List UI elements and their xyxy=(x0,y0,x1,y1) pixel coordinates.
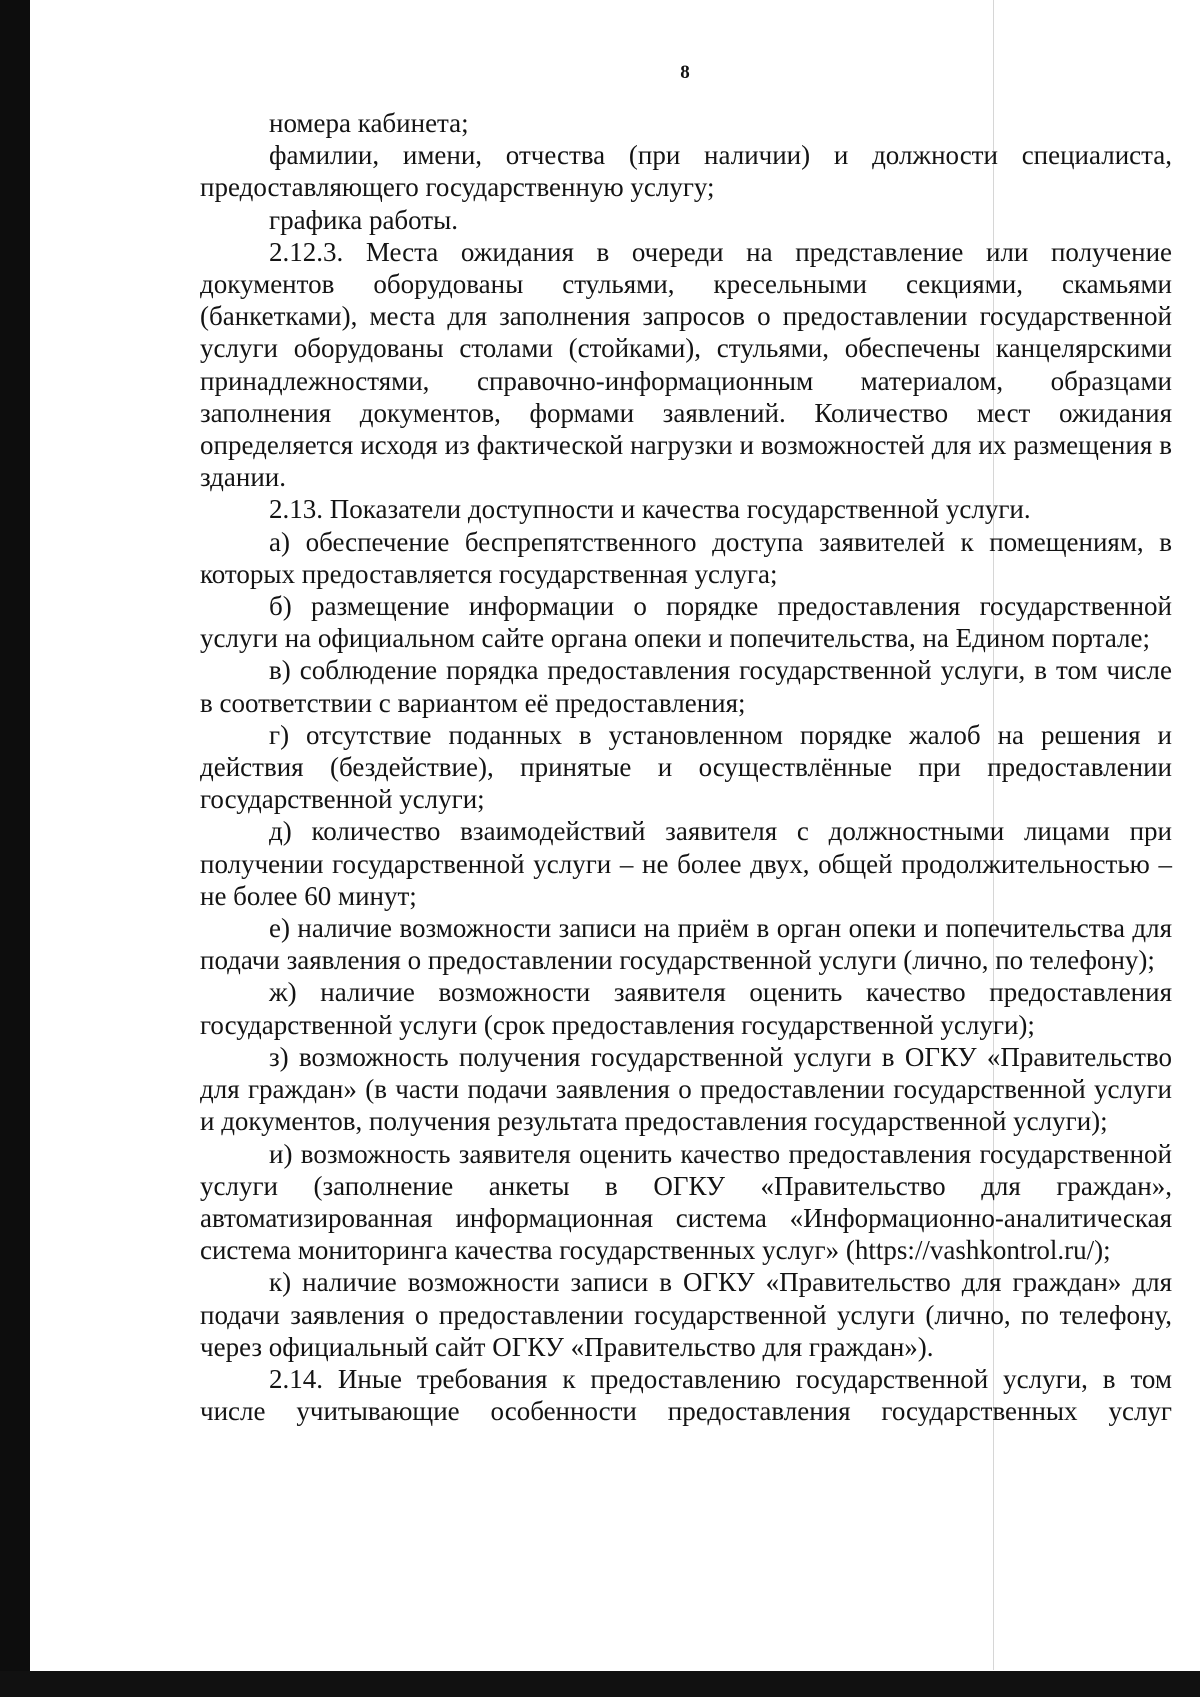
paragraph: 2.13. Показатели доступности и качества государственной услуги. xyxy=(269,494,1031,525)
paragraph: з) возможность получения государственной услуги в ОГКУ «Правительство для граждан» (в части подачи заявления о предоставлении государственной услуги и документов, получения результата предоставления государственной услуги); xyxy=(200,1041,1172,1137)
paragraph: е) наличие возможности записи на приём в орган опеки и попечительства для подачи заявления о предоставлении государственной услуги (лично, по телефону); xyxy=(200,913,1172,976)
paragraph: в) соблюдение порядка предоставления государственной услуги, в том числе в соответствии с вариантом её предоставления; xyxy=(200,655,1172,718)
paragraph: фамилии, имени, отчества (при наличии) и должности специалиста, предоставляющего государственную услугу; xyxy=(200,140,1172,203)
paragraph: б) размещение информации о порядке предоставления государственной услуги на официальном сайте органа опеки и попечительства, на Едином портале; xyxy=(200,591,1172,654)
scan-border-bottom xyxy=(0,1671,1200,1697)
paragraph: 2.12.3. Места ожидания в очереди на представление или получение документов оборудованы стульями, кресельными секциями, скамьями (банкетками), места для заполнения запросов о предоставлении государственной услуги оборудованы столами (стойками), стульями, обеспечены канцелярскими принадлежностями, справочно-информационным материалом, образцами заполнения документов, формами заявлений. Количество мест ожидания определяется исходя из фактической нагрузки и возможностей для их размещения в здании. xyxy=(200,236,1172,493)
paragraph: а) обеспечение беспрепятственного доступа заявителей к помещениям, в которых предоставляется государственная услуга; xyxy=(200,526,1172,589)
paragraph: д) количество взаимодействий заявителя с должностными лицами при получении государственной услуги – не более двух, общей продолжительностью – не более 60 минут; xyxy=(200,816,1172,911)
paragraph: графика работы. xyxy=(269,204,458,235)
paragraph: номера кабинета; xyxy=(269,108,469,138)
paragraph: 2.14. Иные требования к предоставлению государственной услуги, в том числе учитывающие особенности предоставления государственных услуг xyxy=(200,1363,1172,1427)
page-number: 8 xyxy=(680,62,690,83)
paragraph: к) наличие возможности записи в ОГКУ «Правительство для граждан» для подачи заявления о предоставлении государственной услуги (лично, по телефону, через официальный сайт ОГКУ «Правительство для граждан»). xyxy=(200,1267,1172,1362)
scan-border-left xyxy=(0,0,30,1697)
paragraph: г) отсутствие поданных в установленном порядке жалоб на решения и действия (бездействие), принятые и осуществлённые при предоставлении государственной услуги; xyxy=(200,719,1172,815)
paragraph: и) возможность заявителя оценить качество предоставления государственной услуги (заполнение анкеты в ОГКУ «Правительство для граждан», автоматизированная информационная система «Информационно-аналитическая система мониторинга качества государственных услуг» (https://vashkontrol.ru/); xyxy=(200,1138,1172,1266)
paragraph: ж) наличие возможности заявителя оценить качество предоставления государственной услуги (срок предоставления государственной услуги); xyxy=(200,977,1172,1040)
document-body xyxy=(200,107,1172,1427)
